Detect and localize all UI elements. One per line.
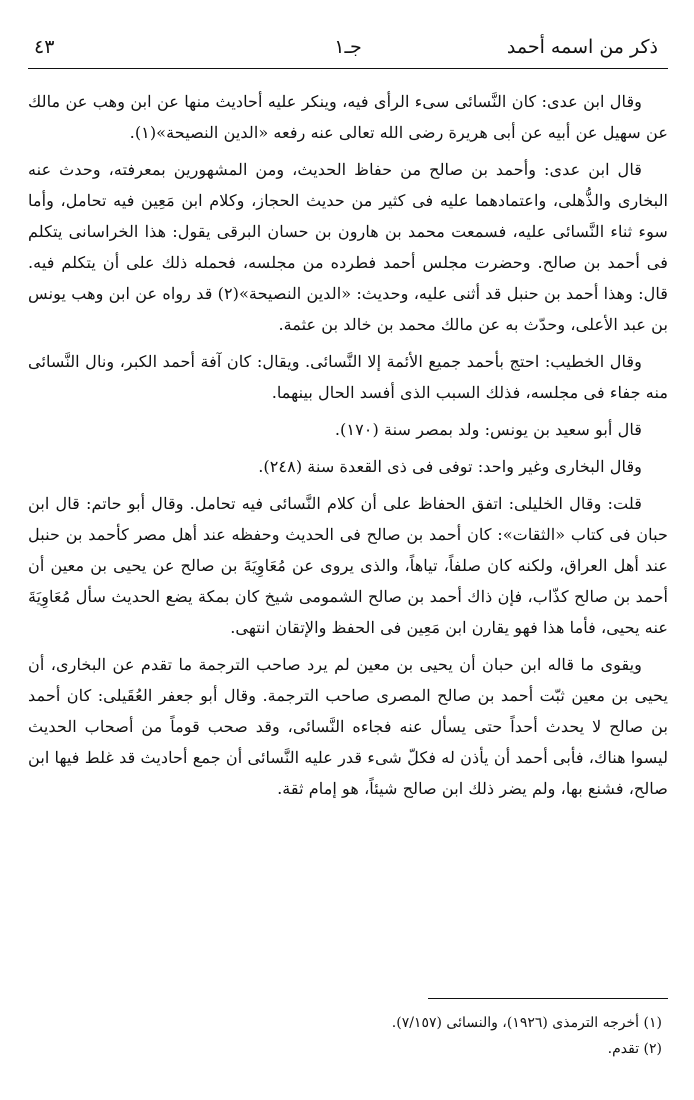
main-text: [28, 86, 668, 810]
paragraph: ويقوى ما قاله ابن حبان أن يحيى بن معين لم يرد صاحب الترجمة ما تقدم عن البخارى، أن يحيى بن معين ثبّت أحمد بن صالح المصرى صاحب الترجمة. وقال أبو جعفر العُقَيلى: كان أحمد بن صالح لا يحدث أحداً حتى يسأل عنه فجاءه النَّسائى، وقد صحب قوماً من أصحاب الحديث ليسوا هناك، فأبى أحمد أن يأذن له فكلّ شىء قدر عليه النَّسائى أن جمع أحاديث قد غلط فيها ابن صالح، فشنع بها، ولم يضر ذلك ابن صالح شيئاً، هو إمام ثقة.: [28, 655, 668, 798]
footnote: (٢) تقدم.: [607, 1041, 662, 1057]
paragraph: قلت: وقال الخليلى: اتفق الحفاظ على أن كلام النَّسائى فيه تحامل. وقال أبو حاتم: قال ابن حبان فى كتاب «الثقات»: كان أحمد بن صالح فى الحديث وحفظه عند أهل مصر كأحمد بن حنبل عند أهل العراق، ولكنه كان صلفاً، تياهاً، والذى يروى عن مُعَاوِيَةَ بن صالح عن يحيى بن معين أن أحمد بن صالح كذّاب، فإن ذاك أحمد بن صالح الشمومى شيخ كان بمكة يضع الحديث سأل مُعَاوِيَةَ عنه يحيى، فأما هذا فهو يقارن ابن مَعِين فى الحفظ والإتقان انتهى.: [28, 494, 668, 637]
volume-label: جـ١: [334, 36, 362, 58]
footnote-divider: [428, 998, 668, 999]
page-header: [28, 36, 668, 66]
paragraph: وقال البخارى وغير واحد: توفى فى ذى القعدة سنة (٢٤٨).: [258, 457, 642, 476]
paragraph: قال ابن عدى: وأحمد بن صالح من حفاظ الحديث، ومن المشهورين بمعرفته، وحدث عنه البخارى والذُّهلى، واعتمادهما عليه فى كثير من حديث الحجاز، وكلام ابن مَعِين فيه تحامل، وأما سوء ثناء النَّسائى عليه، فسمعت محمد بن هارون بن حسان البرقى يقول: هذا الخراسانى يتكلم فى أحمد بن صالح. وحضرت مجلس أحمد فطرده من مجلسه، فحمله ذلك على أن يتكلم فيه. قال: وهذا أحمد بن حنبل قد أثنى عليه، وحديث: «الدين النصيحة»(٢) قد رواه عن ابن وهب يونس بن عبد الأعلى، وحدّث به عن مالك محمد بن خالد بن عثمة.: [28, 160, 669, 334]
footnote: (١) أخرجه الترمذى (١٩٢٦)، والنسائى (٧/١٥٧).: [391, 1015, 662, 1031]
page-number: ٤٣: [34, 36, 55, 58]
paragraph: وقال الخطيب: احتج بأحمد جميع الأئمة إلا النَّسائى. ويقال: كان آفة أحمد الكبر، ونال النَّسائى منه جفاء فى مجلسه، فذلك السبب الذى أفسد الحال بينهما.: [28, 352, 668, 402]
book-page: [28, 28, 668, 1078]
running-title: ذكر من اسمه أحمد: [506, 36, 658, 58]
paragraph: وقال ابن عدى: كان النَّسائى سىء الرأى فيه، وينكر عليه أحاديث منها عن ابن وهب عن مالك عن سهيل عن أبيه عن أبى هريرة رضى الله تعالى عنه رفعه «الدين النصيحة»(١).: [28, 92, 668, 142]
paragraph: قال أبو سعيد بن يونس: ولد بمصر سنة (١٧٠).: [334, 420, 642, 439]
header-divider: [28, 68, 668, 69]
footnotes: [28, 1010, 668, 1062]
